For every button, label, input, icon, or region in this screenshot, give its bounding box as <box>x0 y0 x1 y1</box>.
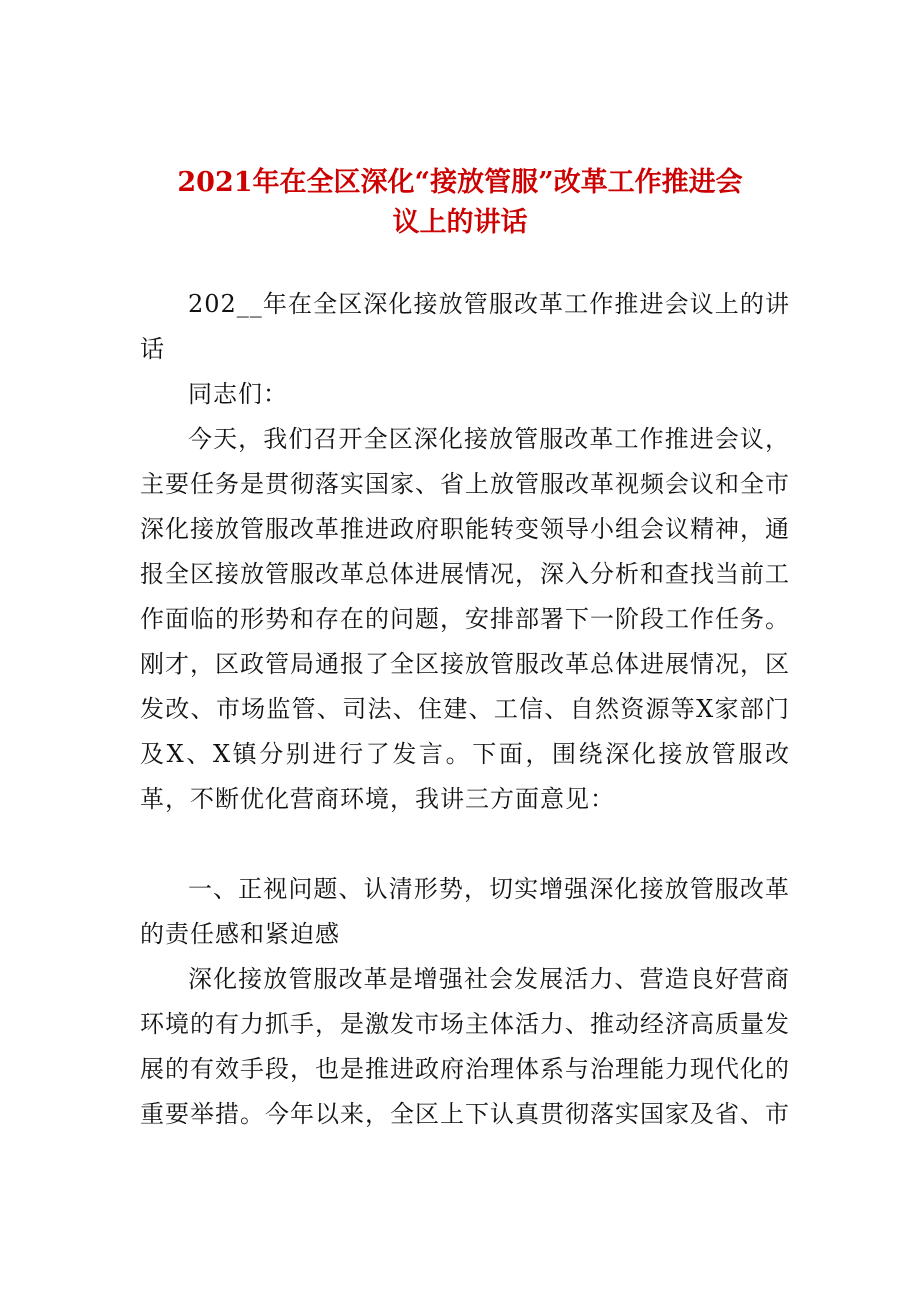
intro-paragraph: 今天，我们召开全区深化接放管服改革工作推进会议，主要任务是贯彻落实国家、省上放管服改革视频会议和全市深化接放管服改革推进政府职能转变领导小组会议精神，通报全区接放管服改革总体进展情况，深入分析和查找当前工作面临的形势和存在的问题，安排部署下一阶段工作任务。刚才，区政管局通报了全区接放管服改革总体进展情况，区发改、市场监管、司法、住建、工信、自然资源等X家部门及X、X镇分别进行了发言。下面，围绕深化接放管服改革，不断优化营商环境，我讲三方面意见： <box>140 425 790 813</box>
title-line-1: 2021年在全区深化“接放管服”改革工作推进会 <box>177 167 743 198</box>
paragraph-gap <box>140 822 790 867</box>
section-heading-1: 一、正视问题、认清形势，切实增强深化接放管服改革的责任感和紧迫感 <box>140 875 790 948</box>
document-body <box>140 282 790 1137</box>
section-1-paragraph: 深化接放管服改革是增强社会发展活力、营造良好营商环境的有力抓手，是激发市场主体活力、推动经济高质量发展的有效手段，也是推进政府治理体系与治理能力现代化的重要举措。今年以来，全区上下认真贯彻落实国家及省、市 <box>140 965 790 1128</box>
subtitle-paragraph: 202__年在全区深化接放管服改革工作推进会议上的讲话 <box>140 290 790 363</box>
salutation-paragraph: 同志们： <box>188 380 288 408</box>
title-line-2: 议上的讲话 <box>392 207 528 238</box>
document-title <box>140 163 780 243</box>
